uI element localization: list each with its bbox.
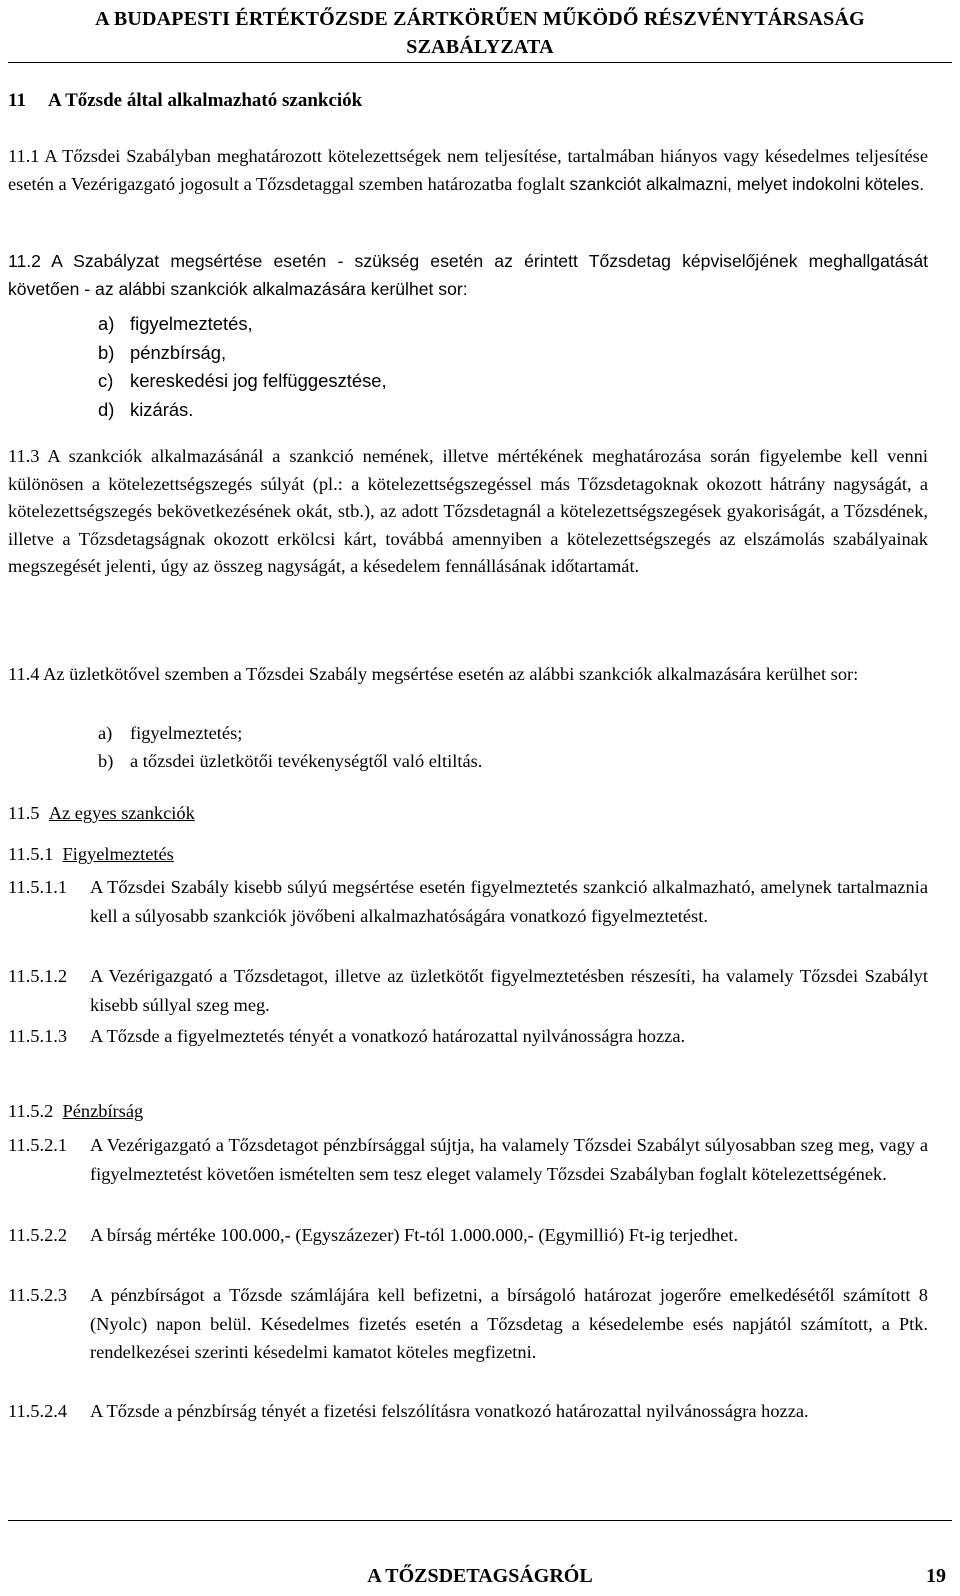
paragraph-11-2 [8,247,928,303]
list-item: d) kizárás. [98,398,194,420]
list-item: b) a tőzsdei üzletkötői tevékenységtől való eltiltás. [98,751,483,771]
subheading-number: 11.5 [8,803,40,823]
subheading-11-5-1 [8,840,174,868]
paragraph-number: 11.2 [8,251,41,271]
paragraph-11-5-1-3 [8,1022,928,1051]
section-number: 11 [8,90,26,111]
paragraph-text: A Vezérigazgató a Tőzsdetagot, illetve az üzletkötőt figyelmeztetésben részesíti, ha valamely Tőzsdei Szabályt kisebb súllyal szeg meg. [90,966,928,1015]
footer-title: A TŐZSDETAGSÁGRÓL [367,1565,593,1587]
paragraph-text: Az üzletkötővel szemben a Tőzsdei Szabály megsértése esetén az alábbi szankciók alkalmazására kerülhet sor: [43,664,859,684]
subheading-11-5 [8,799,195,827]
paragraph-number: 11.5.2.2 [8,1225,68,1245]
subheading-11-5-2 [8,1097,143,1125]
paragraph-number: 11.5.1.3 [8,1026,68,1046]
paragraph-text: A bírság mértéke 100.000,- (Egyszázezer) Ft-tól 1.000.000,- (Egymillió) Ft-ig terjedhet. [90,1225,739,1245]
paragraph-text: A Vezérigazgató a Tőzsdetagot pénzbírsággal sújtja, ha valamely Tőzsdei Szabályt súlyosabban szeg meg, vagy a figyelmeztetést követően ismételten sem tesz eleget valamely Tőzsdei Szabályban foglalt kötelezettségének. [90,1135,928,1184]
subheading-label: Az egyes szankciók [48,803,195,823]
list-item: a) figyelmeztetés, [98,313,253,334]
footer-divider [8,1520,952,1521]
paragraph-11-5-2-2 [8,1221,928,1250]
subheading-number: 11.5.2 [8,1101,54,1121]
paragraph-text: A Tőzsde a figyelmeztetés tényét a vonatkozó határozattal nyilvánosságra hozza. [90,1026,686,1046]
paragraph-11-5-2-4 [8,1397,928,1426]
section-heading [8,90,362,112]
paragraph-text: A Tőzsdei Szabály kisebb súlyú megsértése esetén figyelmeztetés szankció alkalmazható, amelynek tartalmaznia kell a súlyosabb szankciók jövőbeni alkalmazhatóságára vonatkozó figyelmeztetést. [90,877,928,926]
paragraph-11-3 [8,443,928,581]
broker-sanctions-list [98,719,482,775]
subheading-number: 11.5.1 [8,844,54,864]
paragraph-11-5-2-3 [8,1281,928,1367]
paragraph-11-5-2-1 [8,1131,928,1188]
paragraph-number: 11.5.1.2 [8,966,68,986]
subheading-label: Figyelmeztetés [62,844,174,864]
header-divider [8,62,952,63]
paragraph-text: A szankciók alkalmazásánál a szankció nemének, illetve mértékének meghatározása során figyelembe kell venni különösen a kötelezettségszegés súlyát (pl.: a kötelezettségszegéssel más Tőzsdetagoknak okozott hátrány nagyságát, a kötelezettségszegés bekövetkezésének okát, stb.), az adott Tőzsdetagnál a kötelezettségszegések gyakoriságát, a Tőzsdének, illetve a Tőzsdetagságnak okozott erkölcsi kárt, továbbá amennyiben a kötelezettségszegés az elszámolás szabályainak megszegését jelenti, úgy az összeg nagyságát, a késedelem fennállásának időtartamát. [8,446,928,576]
paragraph-number: 11.3 [8,446,40,466]
list-item: b) pénzbírság, [98,341,227,363]
paragraph-number: 11.5.2.4 [8,1401,68,1421]
paragraph-number: 11.5.2.1 [8,1135,68,1155]
paragraph-number: 11.1 [8,146,40,166]
list-item: c) kereskedési jog felfüggesztése, [98,370,387,391]
list-item: a) figyelmeztetés; [98,723,243,743]
paragraph-text: A pénzbírságot a Tőzsde számlájára kell befizetni, a bírságoló határozat jogerőre emelkedésétől számított 8 (Nyolc) napon belül. Késedelmes fizetés esetén a Tőzsdetag a késedelembe esés napjától számított, a Ptk. rendelkezései szerinti késedelmi kamatot köteles megfizetni. [90,1285,928,1362]
section-title: A Tőzsde által alkalmazható szankciók [48,90,363,111]
paragraph-text-sans: szankciót alkalmazni, melyet indokolni köteles. [569,174,924,194]
paragraph-number: 11.5.2.3 [8,1285,68,1305]
sanctions-list [98,310,387,424]
paragraph-11-1 [8,142,928,198]
paragraph-11-5-1-1 [8,873,928,930]
paragraph-text: A Szabályzat megsértése esetén - szükség esetén az érintett Tőzsdetag képviselőjének meghallgatását követően - az alábbi szankciók alkalmazására kerülhet sor: [8,251,929,299]
header-title: A BUDAPESTI ÉRTÉKTŐZSDE ZÁRTKÖRŰEN MŰKÖDŐ RÉSZVÉNYTÁRSASÁG [95,8,865,30]
page-number: 19 [926,1565,946,1587]
paragraph-number: 11.4 [8,664,40,684]
paragraph-text: A Tőzsdei Szabályban meghatározott kötelezettségek nem teljesítése, tartalmában hiányos vagy késedelmes teljesítése esetén a Vezérigazgató jogosult a Tőzsdetaggal szemben határozatba foglalt [8,146,928,194]
paragraph-11-5-1-2 [8,962,928,1019]
paragraph-number: 11.5.1.1 [8,877,68,897]
paragraph-text: A Tőzsde a pénzbírság tényét a fizetési felszólításra vonatkozó határozattal nyilvánosságra hozza. [90,1401,809,1421]
header-subtitle: SZABÁLYZATA [406,36,554,58]
paragraph-11-4 [8,660,928,688]
subheading-label: Pénzbírság [62,1101,144,1121]
